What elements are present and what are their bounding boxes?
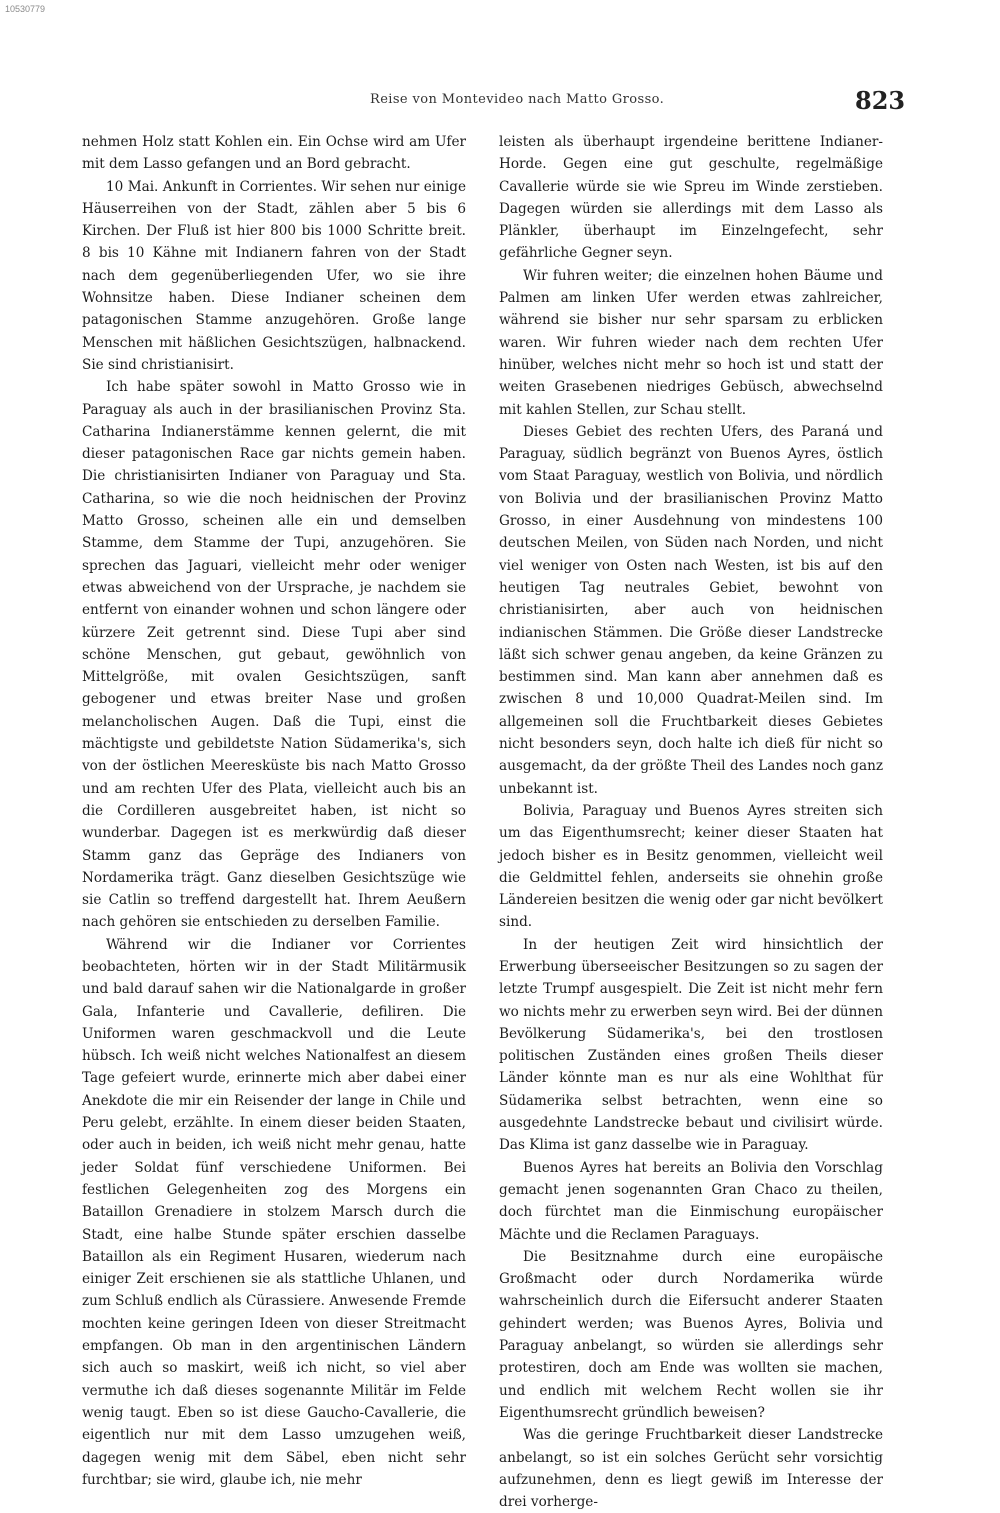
paragraph: Wir fuhren weiter; die einzelnen hohen Bäume und Palmen am linken Ufer werden etwas zahlreicher, während sie bisher nur sehr sparsam zu erblicken waren. Wir fuhren wieder nach dem rechten Ufer hinüber, welches nicht mehr so hoch ist und statt der weiten Grasebenen niedriges Gebüsch, abwechselnd mit kahlen Stellen, zur Schau stellt. <box>499 267 883 418</box>
left-column <box>82 131 466 1491</box>
running-head: Reise von Montevideo nach Matto Grosso. <box>370 92 665 107</box>
paragraph: In der heutigen Zeit wird hinsichtlich der Erwerbung überseeischer Besitzungen so zu sagen der letzte Trumpf ausgespielt. Die Zeit ist nicht mehr fern wo nichts mehr zu erwerben seyn wird. Bei der dünnen Bevölkerung Südamerika's, bei den trostlosen politischen Zuständen eines großen Theils dieser Länder könnte man es nur als eine Wohlthat für Südamerika selbst betrachten, wenn eine so ausgedehnte Landstrecke bebaut und civilisirt würde. Das Klima ist ganz dasselbe wie in Paraguay. <box>499 936 883 1154</box>
paragraph: Die Besitznahme durch eine europäische Großmacht oder durch Nordamerika würde wahrscheinlich durch die Eifersucht anderer Staaten gehindert werden; was Buenos Ayres, Bolivia und Paraguay anbelangt, so würden sie allerdings sehr protestiren, doch am Ende was wollten sie machen, und endlich mit welchem Recht wollen sie ihr Eigenthumsrecht gründlich beweisen? <box>499 1248 883 1421</box>
scan-id-label: 10530779 <box>5 4 46 14</box>
paragraph: leisten als überhaupt irgendeine berittene Indianer-Horde. Gegen eine gut geschulte, regelmäßige Cavallerie würde sie wie Spreu im Winde zerstieben. Dagegen würden sie allerdings mit dem Lasso als Plänkler, überhaupt im Einzelngefecht, sehr gefährliche Gegner seyn. <box>499 134 883 262</box>
right-column <box>499 131 883 1513</box>
paragraph: Ich habe später sowohl in Matto Grosso wie in Paraguay als auch in der brasilianischen Provinz Sta. Catharina Indianerstämme kennen gelernt, die mit dieser patagonischen Race gar nichts gemein haben. Die christianisirten Indianer von Paraguay und Sta. Catharina, so wie die noch heidnischen der Provinz Matto Grosso, scheinen alle ein und demselben Stamme, dem Stamme der Tupi, anzugehören. Sie sprechen das Jaguari, vielleicht mehr oder weniger etwas abweichend von der Ursprache, je nachdem sie entfernt von einander wohnen und schon längere oder kürzere Zeit getrennt sind. Diese Tupi aber sind schöne Menschen, gut gebaut, gewöhnlich von Mittelgröße, mit ovalen Gesichtszügen, sanft gebogener und etwas breiter Nase und großen melancholischen Augen. Daß die Tupi, einst die mächtigste und gebildetste Nation Südamerika's, sich von der östlichen Meeresküste bis nach Matto Grosso und am rechten Ufer des Plata, vielleicht auch bis an die Cordilleren ausgebreitet haben, ist nicht so wunderbar. Dagegen ist es merkwürdig daß dieser Stamm ganz das Gepräge des Indianers von Nordamerika trägt. Ganz dieselben Gesichtszüge wie sie Catlin so treffend dargestellt hat. Ihrem Aeußern nach gehören sie entschieden zu derselben Familie. <box>82 379 466 931</box>
page-number: 823 <box>855 86 906 115</box>
paragraph: Während wir die Indianer vor Corrientes beobachteten, hörten wir in der Stadt Militärmusik und bald darauf sahen wir die Nationalgarde in großer Gala, Infanterie und Cavallerie, defiliren. Die Uniformen waren geschmackvoll und die Leute hübsch. Ich weiß nicht welches Nationalfest an diesem Tage gefeiert wurde, erinnerte mich aber dabei einer Anekdote die mir ein Reisender der lange in Chile und Peru gelebt, erzählte. In einem dieser beiden Staaten, oder auch in beiden, ich weiß nicht mehr genau, hatte jeder Soldat fünf verschiedene Uniformen. Bei festlichen Gelegenheiten zog des Morgens ein Bataillon Grenadiere in stolzem Marsch durch die Stadt, eine halbe Stunde später erschien dasselbe Bataillon als ein Regiment Husaren, wiederum nach einiger Zeit erschienen sie als stattliche Uhlanen, und zum Schluß endlich als Cürassiere. Anwesende Fremde mochten keine geringen Ideen von dieser Streitmacht empfangen. Ob man in den argentinischen Ländern sich auch so maskirt, weiß ich nicht, so viel aber vermuthe ich daß dieses sogenannte Militär im Felde wenig taugt. Eben so ist diese Gaucho-Cavallerie, die eigentlich nur mit dem Lasso umzugehen weiß, dagegen wenig mit dem Säbel, eben nicht sehr furchtbar; sie wird, glaube ich, nie mehr <box>82 936 466 1488</box>
paragraph: Was die geringe Fruchtbarkeit dieser Landstrecke anbelangt, so ist ein solches Gerücht sehr vorsichtig aufzunehmen, denn es liegt gewiß im Interesse der drei vorherge- <box>499 1427 883 1511</box>
paragraph: 10 Mai. Ankunft in Corrientes. Wir sehen nur einige Häuserreihen von der Stadt, zählen aber 5 bis 6 Kirchen. Der Fluß ist hier 800 bis 1000 Schritte breit. 8 bis 10 Kähne mit Indianern fahren von der Stadt nach dem gegenüberliegenden Ufer, wo sie ihre Wohnsitze haben. Diese Indianer scheinen dem patagonischen Stamme anzugehören. Große lange Menschen mit häßlichen Gesichtszügen, halbnackend. Sie sind christianisirt. <box>82 178 466 373</box>
paragraph: Bolivia, Paraguay und Buenos Ayres streiten sich um das Eigenthumsrecht; keiner dieser Staaten hat jedoch bisher es in Besitz genommen, vielleicht weil die Geldmittel fehlen, anderseits sie ohnehin große Ländereien besitzen die wenig oder gar nicht bevölkert sind. <box>499 802 883 931</box>
paragraph: Dieses Gebiet des rechten Ufers, des Paraná und Paraguay, südlich begränzt von Buenos Ayres, östlich vom Staat Paraguay, westlich von Bolivia, und nördlich von Bolivia und der brasilianischen Provinz Matto Grosso, in einer Ausdehnung von mindestens 100 deutschen Meilen, von Süden nach Norden, und nicht viel weniger von Osten nach Westen, ist bis auf den heutigen Tag neutrales Gebiet, bewohnt von christianisirten, aber auch von heidnischen indianischen Stämmen. Die Größe dieser Landstrecke läßt sich schwer genau angeben, da keine Gränzen zu bestimmen sind. Man kann aber annehmen daß es zwischen 8 und 10,000 Quadrat-Meilen sind. Im allgemeinen soll die Fruchtbarkeit dieses Gebietes nicht besonders seyn, doch halte ich dieß für nicht so ausgemacht, da der größte Theil des Landes noch ganz unbekannt ist. <box>499 423 883 797</box>
paragraph: nehmen Holz statt Kohlen ein. Ein Ochse wird am Ufer mit dem Lasso gefangen und an Bord gebracht. <box>82 134 466 173</box>
paragraph: Buenos Ayres hat bereits an Bolivia den Vorschlag gemacht jenen sogenannten Gran Chaco zu theilen, doch fürchtet man die Einmischung europäischer Mächte und die Reclamen Paraguays. <box>499 1159 883 1243</box>
